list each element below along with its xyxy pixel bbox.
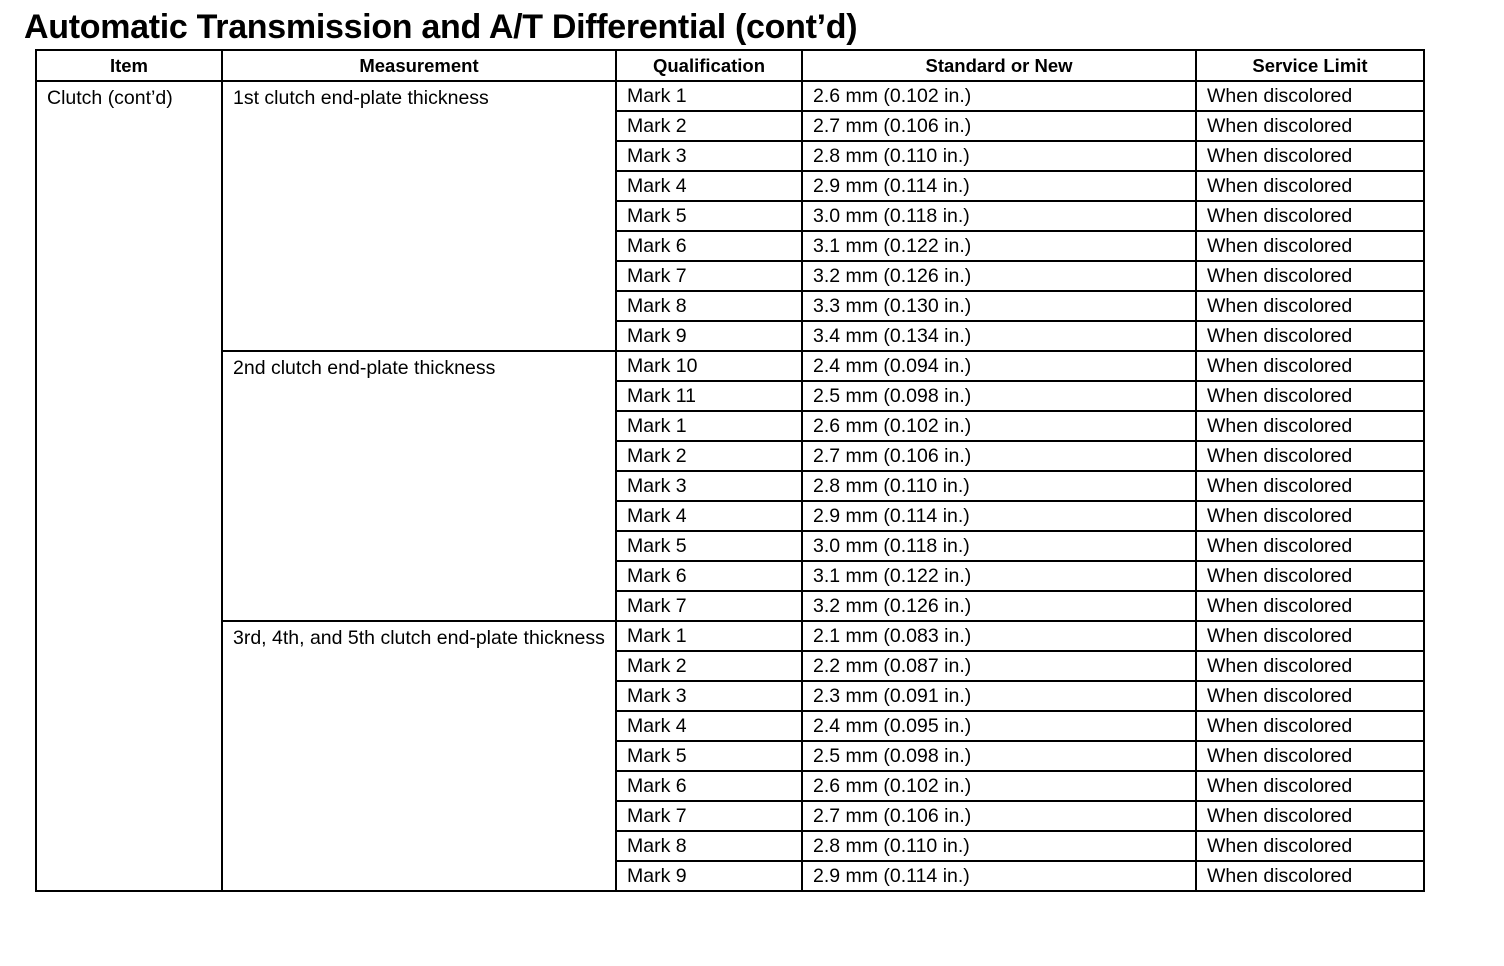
qualification-cell: Mark 10 xyxy=(616,351,802,381)
qualification-cell: Mark 1 xyxy=(616,81,802,111)
standard-cell: 2.2 mm (0.087 in.) xyxy=(802,651,1196,681)
standard-cell: 3.2 mm (0.126 in.) xyxy=(802,591,1196,621)
standard-cell: 2.8 mm (0.110 in.) xyxy=(802,831,1196,861)
service-limit-cell: When discolored xyxy=(1196,381,1424,411)
standard-cell: 3.3 mm (0.130 in.) xyxy=(802,291,1196,321)
standard-cell: 2.4 mm (0.094 in.) xyxy=(802,351,1196,381)
qualification-cell: Mark 5 xyxy=(616,531,802,561)
qualification-cell: Mark 1 xyxy=(616,411,802,441)
qualification-cell: Mark 9 xyxy=(616,861,802,891)
service-limit-cell: When discolored xyxy=(1196,231,1424,261)
qualification-cell: Mark 8 xyxy=(616,291,802,321)
qualification-cell: Mark 5 xyxy=(616,201,802,231)
qualification-cell: Mark 7 xyxy=(616,591,802,621)
service-limit-cell: When discolored xyxy=(1196,531,1424,561)
header-measurement: Measurement xyxy=(222,50,616,81)
service-limit-cell: When discolored xyxy=(1196,831,1424,861)
standard-cell: 2.5 mm (0.098 in.) xyxy=(802,381,1196,411)
qualification-cell: Mark 3 xyxy=(616,141,802,171)
qualification-cell: Mark 7 xyxy=(616,801,802,831)
service-limit-cell: When discolored xyxy=(1196,171,1424,201)
qualification-cell: Mark 11 xyxy=(616,381,802,411)
qualification-cell: Mark 9 xyxy=(616,321,802,351)
service-limit-cell: When discolored xyxy=(1196,471,1424,501)
service-limit-cell: When discolored xyxy=(1196,141,1424,171)
qualification-cell: Mark 6 xyxy=(616,771,802,801)
service-limit-cell: When discolored xyxy=(1196,861,1424,891)
standard-cell: 2.7 mm (0.106 in.) xyxy=(802,801,1196,831)
qualification-cell: Mark 8 xyxy=(616,831,802,861)
qualification-cell: Mark 5 xyxy=(616,741,802,771)
standard-cell: 3.1 mm (0.122 in.) xyxy=(802,561,1196,591)
service-limit-cell: When discolored xyxy=(1196,81,1424,111)
qualification-cell: Mark 1 xyxy=(616,621,802,651)
service-limit-cell: When discolored xyxy=(1196,741,1424,771)
standard-cell: 2.6 mm (0.102 in.) xyxy=(802,411,1196,441)
service-limit-cell: When discolored xyxy=(1196,561,1424,591)
measurement-cell: 3rd, 4th, and 5th clutch end-plate thickness xyxy=(222,621,616,891)
service-limit-cell: When discolored xyxy=(1196,711,1424,741)
standard-cell: 2.7 mm (0.106 in.) xyxy=(802,441,1196,471)
service-limit-cell: When discolored xyxy=(1196,771,1424,801)
service-limit-cell: When discolored xyxy=(1196,651,1424,681)
service-limit-cell: When discolored xyxy=(1196,321,1424,351)
service-limit-cell: When discolored xyxy=(1196,261,1424,291)
service-limit-cell: When discolored xyxy=(1196,411,1424,441)
standard-cell: 3.4 mm (0.134 in.) xyxy=(802,321,1196,351)
standard-cell: 2.6 mm (0.102 in.) xyxy=(802,771,1196,801)
service-limit-cell: When discolored xyxy=(1196,111,1424,141)
spec-body xyxy=(36,81,1424,891)
qualification-cell: Mark 4 xyxy=(616,711,802,741)
qualification-cell: Mark 6 xyxy=(616,231,802,261)
standard-cell: 3.0 mm (0.118 in.) xyxy=(802,531,1196,561)
standard-cell: 3.2 mm (0.126 in.) xyxy=(802,261,1196,291)
service-limit-cell: When discolored xyxy=(1196,441,1424,471)
measurement-cell: 2nd clutch end-plate thickness xyxy=(222,351,616,621)
qualification-cell: Mark 7 xyxy=(616,261,802,291)
service-limit-cell: When discolored xyxy=(1196,501,1424,531)
service-limit-cell: When discolored xyxy=(1196,681,1424,711)
qualification-cell: Mark 6 xyxy=(616,561,802,591)
spec-table xyxy=(35,49,1425,892)
standard-cell: 2.6 mm (0.102 in.) xyxy=(802,81,1196,111)
service-limit-cell: When discolored xyxy=(1196,591,1424,621)
table-row xyxy=(36,621,1424,651)
table-row xyxy=(36,81,1424,111)
header-row xyxy=(36,50,1424,81)
qualification-cell: Mark 4 xyxy=(616,171,802,201)
standard-cell: 2.7 mm (0.106 in.) xyxy=(802,111,1196,141)
standard-cell: 2.3 mm (0.091 in.) xyxy=(802,681,1196,711)
measurement-cell: 1st clutch end-plate thickness xyxy=(222,81,616,351)
header-standard: Standard or New xyxy=(802,50,1196,81)
standard-cell: 2.8 mm (0.110 in.) xyxy=(802,141,1196,171)
qualification-cell: Mark 3 xyxy=(616,681,802,711)
service-limit-cell: When discolored xyxy=(1196,291,1424,321)
standard-cell: 2.5 mm (0.098 in.) xyxy=(802,741,1196,771)
service-limit-cell: When discolored xyxy=(1196,201,1424,231)
standard-cell: 2.1 mm (0.083 in.) xyxy=(802,621,1196,651)
qualification-cell: Mark 2 xyxy=(616,441,802,471)
qualification-cell: Mark 2 xyxy=(616,111,802,141)
header-service-limit: Service Limit xyxy=(1196,50,1424,81)
qualification-cell: Mark 2 xyxy=(616,651,802,681)
service-limit-cell: When discolored xyxy=(1196,801,1424,831)
standard-cell: 2.9 mm (0.114 in.) xyxy=(802,861,1196,891)
header-qualification: Qualification xyxy=(616,50,802,81)
service-limit-cell: When discolored xyxy=(1196,351,1424,381)
qualification-cell: Mark 4 xyxy=(616,501,802,531)
standard-cell: 3.1 mm (0.122 in.) xyxy=(802,231,1196,261)
qualification-cell: Mark 3 xyxy=(616,471,802,501)
standard-cell: 2.4 mm (0.095 in.) xyxy=(802,711,1196,741)
standard-cell: 3.0 mm (0.118 in.) xyxy=(802,201,1196,231)
standard-cell: 2.9 mm (0.114 in.) xyxy=(802,501,1196,531)
standard-cell: 2.9 mm (0.114 in.) xyxy=(802,171,1196,201)
page-title: Automatic Transmission and A/T Differential (cont’d) xyxy=(24,8,858,46)
service-limit-cell: When discolored xyxy=(1196,621,1424,651)
standard-cell: 2.8 mm (0.110 in.) xyxy=(802,471,1196,501)
header-item: Item xyxy=(36,50,222,81)
table-row xyxy=(36,351,1424,381)
item-cell: Clutch (cont’d) xyxy=(36,81,222,891)
